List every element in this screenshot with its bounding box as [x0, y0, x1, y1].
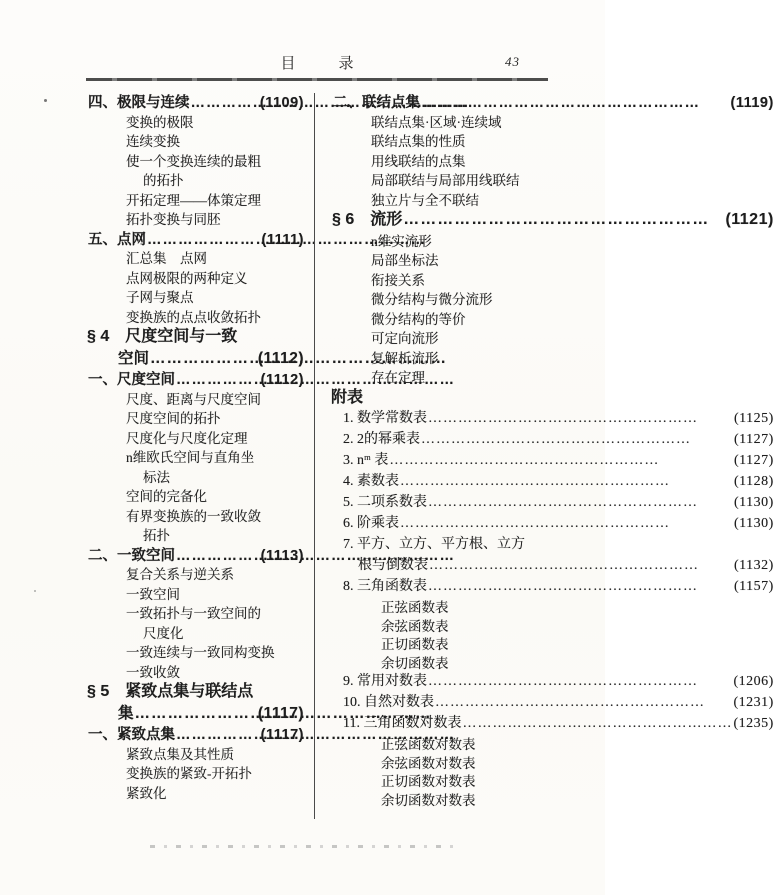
toc-page-number: (1117) [260, 727, 304, 743]
toc-entry [86, 646, 304, 661]
toc-entry-text: 5. 二项系数表 [343, 495, 427, 510]
toc-dot-leader [421, 433, 733, 448]
toc-entry-text: 有界变换族的一致收敛 [126, 508, 261, 524]
toc-entry [331, 254, 774, 269]
toc-entry-text: 7. 平方、立方、平方根、立方 [343, 537, 525, 552]
toc-entry [86, 213, 304, 228]
toc-entry [86, 373, 304, 388]
toc-entry [86, 349, 304, 367]
toc-entry [86, 194, 304, 209]
toc-entry [86, 568, 304, 583]
toc-columns [86, 93, 774, 819]
toc-entry-text: 10. 自然对数表 [343, 695, 434, 710]
page-header [86, 52, 548, 76]
toc-entry-text: 一致连续与一致同构变换 [126, 645, 275, 660]
toc-entry [86, 412, 304, 427]
toc-entry-text: 的拓扑 [143, 173, 184, 188]
toc-entry-text: n维欧氏空间与直角坐 [126, 450, 255, 465]
toc-entry-text: 余弦函数对数表 [381, 755, 476, 771]
toc-page-number: (1206) [733, 674, 774, 689]
toc-entry [86, 330, 304, 345]
toc-entry-text: 存在定理 [371, 370, 425, 385]
toc-entry [86, 311, 304, 326]
toc-entry [86, 728, 304, 743]
toc-page-number: (1111) [261, 231, 304, 248]
toc-entry-text: 一、尺度空间 [88, 372, 175, 388]
toc-page-number: (1127) [734, 453, 774, 468]
toc-entry [86, 767, 304, 782]
toc-page-number: (1119) [730, 95, 774, 111]
toc-entry-text: 一、紧致点集 [88, 727, 175, 743]
toc-entry-text: 标法 [143, 469, 170, 485]
toc-page-number: (1127) [734, 432, 774, 447]
toc-entry [331, 538, 774, 553]
toc-dot-leader [176, 373, 260, 388]
toc-entry [331, 657, 774, 672]
toc-entry-text: 集 [118, 704, 134, 722]
toc-dot-leader [429, 559, 733, 574]
toc-entry-text: 复合关系与逆关系 [126, 567, 234, 582]
toc-dot-leader [176, 728, 260, 743]
toc-dot-leader [389, 454, 733, 469]
toc-entry [331, 412, 774, 427]
toc-column-left [86, 93, 310, 819]
toc-entry [331, 371, 774, 386]
toc-entry-text: 尺度空间的拓扑 [126, 411, 221, 426]
toc-entry-text: 可定向流形 [371, 331, 439, 346]
toc-entry-text: 变换的极限 [126, 114, 194, 130]
page-content [86, 52, 774, 819]
toc-entry [86, 116, 304, 131]
toc-entry [331, 194, 774, 209]
toc-entry-text: 二、一致空间 [88, 547, 175, 564]
toc-entry [86, 666, 304, 681]
folio-page-number: 43 [505, 54, 520, 69]
scan-speck [44, 99, 47, 102]
toc-dot-leader [147, 233, 260, 248]
toc-entry-text: 点网极限的两种定义 [126, 270, 248, 286]
toc-entry-text: 附表 [331, 388, 364, 406]
toc-entry-text: 微分结构的等价 [371, 311, 466, 327]
toc-page-number: (1112) [257, 349, 304, 367]
toc-entry-text: 变换族的点点收敛拓扑 [126, 309, 261, 325]
toc-entry [86, 96, 304, 111]
toc-dot-leader [462, 717, 732, 732]
toc-entry-text: 子网与聚点 [126, 290, 194, 305]
toc-title: 目 录 [280, 56, 368, 72]
toc-entry [331, 274, 774, 289]
toc-page-number: (1157) [734, 579, 774, 594]
toc-entry-text: 正弦函数表 [381, 600, 449, 615]
toc-entry-text: 复解析流形 [371, 350, 439, 366]
toc-entry-text: n维实流形 [371, 233, 432, 249]
toc-entry [86, 291, 304, 306]
toc-entry [86, 252, 304, 267]
toc-entry [86, 490, 304, 505]
toc-dot-leader [428, 496, 733, 511]
toc-entry [331, 675, 774, 690]
toc-entry [86, 393, 304, 408]
toc-entry-text: 拓扑变换与同胚 [126, 212, 221, 227]
toc-dot-leader [428, 580, 733, 595]
toc-entry-text: 11. 三角函数对数表 [343, 716, 462, 731]
toc-entry-text: 拓扑 [143, 528, 170, 543]
toc-page-number: (1121) [725, 211, 774, 228]
toc-entry [331, 235, 774, 250]
toc-page-number: (1231) [733, 695, 774, 710]
toc-entry-text: 9. 常用对数表 [343, 674, 427, 689]
toc-entry-text: 二、联结点集 [333, 95, 420, 111]
toc-page-number: (1113) [260, 547, 304, 564]
toc-entry [331, 293, 774, 308]
toc-entry [331, 135, 774, 150]
toc-entry-text: 一致收敛 [126, 664, 180, 680]
toc-entry [86, 510, 304, 525]
toc-entry [86, 787, 304, 802]
toc-entry-text: 8. 三角函数表 [343, 579, 427, 594]
toc-entry [86, 471, 304, 486]
toc-entry-text: 联结点集·区域·连续域 [371, 114, 502, 130]
toc-entry-text: 1. 数学常数表 [343, 411, 427, 426]
toc-entry [86, 174, 304, 189]
toc-entry-text: 尺度化 [143, 625, 184, 641]
toc-dot-leader [400, 475, 733, 490]
toc-entry-text: 使一个变换连续的最粗 [126, 153, 261, 169]
toc-entry [331, 601, 774, 616]
toc-entry-text: 根与倒数表 [358, 558, 428, 573]
toc-entry [331, 517, 774, 532]
toc-entry [86, 549, 304, 564]
toc-entry-text: 五、点网 [88, 231, 146, 248]
toc-entry [331, 454, 774, 469]
toc-entry [86, 135, 304, 150]
toc-entry-text: 一致空间 [126, 586, 180, 602]
toc-entry-text: 汇总集 点网 [126, 251, 207, 266]
toc-entry-text: 正弦函数对数表 [381, 737, 476, 752]
toc-dot-leader [403, 213, 724, 228]
toc-entry [331, 580, 774, 595]
toc-entry-text: 正切函数表 [381, 637, 449, 652]
toc-entry [331, 717, 774, 732]
toc-entry-text: 2. 2的幂乘表 [343, 432, 420, 447]
toc-entry-text: 四、极限与连续 [88, 95, 190, 111]
toc-dot-leader [428, 675, 732, 690]
toc-dot-leader [400, 517, 733, 532]
toc-entry-text: 3. nᵐ 表 [343, 453, 389, 468]
toc-entry [86, 451, 304, 466]
toc-dot-leader [176, 549, 260, 564]
toc-page-number: (1130) [734, 495, 774, 510]
toc-page-number: (1132) [734, 558, 774, 573]
toc-entry [331, 388, 774, 406]
toc-dot-leader [421, 96, 729, 111]
toc-entry [86, 272, 304, 287]
toc-entry [331, 174, 774, 189]
toc-entry-text: 空间 [118, 349, 150, 367]
scan-bleedthrough-smudge [150, 845, 460, 848]
toc-entry [86, 748, 304, 763]
toc-entry-text: 紧致化 [126, 785, 167, 801]
toc-entry [86, 704, 304, 722]
toc-entry-text: 余切函数对数表 [381, 792, 476, 808]
toc-entry [331, 638, 774, 653]
toc-entry [331, 313, 774, 328]
toc-dot-leader [150, 352, 257, 367]
toc-entry-text: § 5 紧致点集与联结点 [87, 683, 254, 700]
toc-entry-text: 局部坐标法 [371, 253, 439, 268]
toc-column-right [314, 93, 774, 819]
toc-entry-text: 微分结构与微分流形 [371, 292, 493, 307]
scan-speck [34, 590, 36, 592]
toc-entry [331, 475, 774, 490]
toc-entry [331, 332, 774, 347]
toc-page-number: (1109) [259, 95, 304, 111]
toc-entry [86, 607, 304, 622]
toc-entry-text: 尺度、距离与尺度空间 [126, 391, 261, 407]
toc-page-number: (1130) [734, 516, 774, 531]
toc-entry [331, 757, 774, 772]
toc-entry-text: 空间的完备化 [126, 489, 207, 504]
toc-entry [331, 738, 774, 753]
toc-entry [331, 96, 774, 111]
toc-dot-leader [435, 696, 732, 711]
toc-entry [331, 433, 774, 448]
toc-page-number: (1235) [733, 716, 774, 731]
toc-entry-text: 变换族的紧致-开拓扑 [126, 766, 252, 781]
toc-entry-text: 紧致点集及其性质 [126, 746, 234, 762]
toc-entry [331, 794, 774, 809]
toc-entry [331, 155, 774, 170]
toc-entry-text: 用线联结的点集 [371, 153, 466, 169]
toc-entry-text: 连续变换 [126, 134, 180, 149]
toc-page-number: (1117) [257, 704, 304, 722]
toc-entry [331, 559, 774, 574]
toc-entry-text: 开拓定理——体策定理 [126, 192, 261, 208]
toc-entry-text: § 6 流形 [332, 211, 403, 228]
toc-dot-leader [135, 707, 257, 722]
toc-entry-text: 余切函数表 [381, 655, 449, 671]
toc-entry [331, 775, 774, 790]
toc-entry-text: § 4 尺度空间与一致 [87, 328, 238, 345]
toc-entry [86, 432, 304, 447]
toc-entry-text: 联结点集的性质 [371, 134, 466, 149]
toc-entry [331, 116, 774, 131]
toc-entry-text: 6. 阶乘表 [343, 516, 399, 531]
toc-entry [331, 620, 774, 635]
toc-entry-text: 独立片与全不联结 [371, 192, 479, 208]
toc-entry [331, 696, 774, 711]
toc-entry [86, 627, 304, 642]
toc-entry [86, 233, 304, 248]
toc-entry [331, 352, 774, 367]
toc-entry-text: 尺度化与尺度化定理 [126, 430, 248, 446]
toc-dot-leader [428, 412, 733, 427]
toc-entry [86, 155, 304, 170]
toc-entry [331, 496, 774, 511]
toc-page-number: (1125) [734, 411, 774, 426]
header-rule [86, 78, 548, 81]
toc-entry-text: 余弦函数表 [381, 618, 449, 634]
toc-entry-text: 衔接关系 [371, 272, 425, 288]
toc-page-number: (1128) [734, 474, 774, 489]
toc-entry-text: 一致拓扑与一致空间的 [126, 606, 261, 621]
toc-entry [86, 529, 304, 544]
toc-entry [331, 213, 774, 228]
toc-entry-text: 局部联结与局部用线联结 [371, 173, 520, 188]
toc-entry-text: 4. 素数表 [343, 474, 399, 489]
toc-dot-leader [191, 96, 259, 111]
toc-page-number: (1112) [260, 372, 304, 388]
toc-entry [86, 588, 304, 603]
toc-entry-text: 正切函数对数表 [381, 774, 476, 789]
toc-entry [86, 685, 304, 700]
